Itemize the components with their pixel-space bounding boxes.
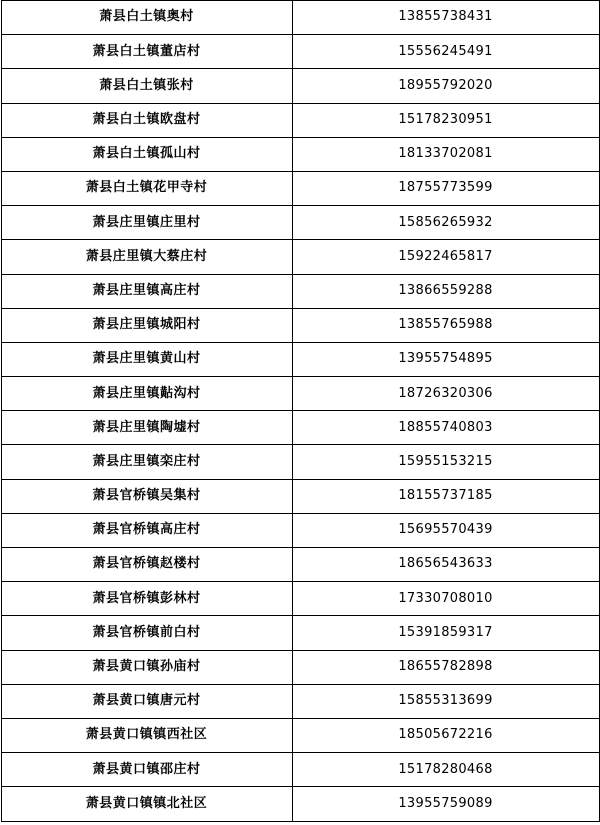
village-name-cell: 萧县官桥镇前白村 xyxy=(1,616,292,650)
table-row xyxy=(1,616,599,650)
village-name-cell: 萧县白土镇奥村 xyxy=(1,1,292,35)
phone-number-cell: 15391859317 xyxy=(292,616,599,650)
village-name-cell: 萧县黄口镇镇西社区 xyxy=(1,718,292,752)
phone-number-cell: 15922465817 xyxy=(292,240,599,274)
table-row xyxy=(1,69,599,103)
table-row xyxy=(1,753,599,787)
table-row xyxy=(1,445,599,479)
phone-number-cell: 17330708010 xyxy=(292,582,599,616)
village-name-cell: 萧县庄里镇庄里村 xyxy=(1,206,292,240)
phone-number-cell: 18726320306 xyxy=(292,377,599,411)
phone-number-cell: 15855313699 xyxy=(292,684,599,718)
table-row xyxy=(1,171,599,205)
phone-number-cell: 15856265932 xyxy=(292,206,599,240)
table-row xyxy=(1,308,599,342)
village-name-cell: 萧县黄口镇唐元村 xyxy=(1,684,292,718)
village-name-cell: 萧县官桥镇高庄村 xyxy=(1,513,292,547)
phone-number-cell: 18133702081 xyxy=(292,137,599,171)
village-name-cell: 萧县白土镇欧盘村 xyxy=(1,103,292,137)
village-name-cell: 萧县黄口镇孙庙村 xyxy=(1,650,292,684)
village-name-cell: 萧县庄里镇黄山村 xyxy=(1,342,292,376)
phone-number-cell: 18505672216 xyxy=(292,718,599,752)
village-name-cell: 萧县官桥镇彭林村 xyxy=(1,582,292,616)
phone-number-cell: 18656543633 xyxy=(292,548,599,582)
phone-number-cell: 18855740803 xyxy=(292,411,599,445)
village-name-cell: 萧县庄里镇城阳村 xyxy=(1,308,292,342)
phone-number-cell: 13866559288 xyxy=(292,274,599,308)
phone-number-cell: 15955153215 xyxy=(292,445,599,479)
table-row xyxy=(1,1,599,35)
table-row xyxy=(1,582,599,616)
phone-number-cell: 13855765988 xyxy=(292,308,599,342)
table-row xyxy=(1,206,599,240)
table-row xyxy=(1,240,599,274)
table-row xyxy=(1,479,599,513)
phone-number-cell: 18955792020 xyxy=(292,69,599,103)
village-name-cell: 萧县庄里镇栾庄村 xyxy=(1,445,292,479)
village-name-cell: 萧县官桥镇吴集村 xyxy=(1,479,292,513)
phone-number-cell: 15556245491 xyxy=(292,35,599,69)
table-row xyxy=(1,718,599,752)
village-name-cell: 萧县黄口镇镇北社区 xyxy=(1,787,292,821)
village-name-cell: 萧县白土镇董店村 xyxy=(1,35,292,69)
table-body xyxy=(1,1,599,822)
table-row xyxy=(1,650,599,684)
village-name-cell: 萧县庄里镇大蔡庄村 xyxy=(1,240,292,274)
phone-number-cell: 15695570439 xyxy=(292,513,599,547)
table-row xyxy=(1,342,599,376)
phone-number-cell: 18155737185 xyxy=(292,479,599,513)
table-row xyxy=(1,137,599,171)
village-name-cell: 萧县庄里镇黇沟村 xyxy=(1,377,292,411)
table-row xyxy=(1,103,599,137)
table-row xyxy=(1,274,599,308)
table-row xyxy=(1,787,599,821)
village-name-cell: 萧县白土镇孤山村 xyxy=(1,137,292,171)
village-name-cell: 萧县官桥镇赵楼村 xyxy=(1,548,292,582)
village-contact-table xyxy=(1,0,600,822)
table-row xyxy=(1,411,599,445)
phone-number-cell: 15178280468 xyxy=(292,753,599,787)
table-row xyxy=(1,684,599,718)
village-name-cell: 萧县庄里镇高庄村 xyxy=(1,274,292,308)
phone-number-cell: 18755773599 xyxy=(292,171,599,205)
phone-number-cell: 13855738431 xyxy=(292,1,599,35)
phone-number-cell: 15178230951 xyxy=(292,103,599,137)
phone-number-cell: 18655782898 xyxy=(292,650,599,684)
table-row xyxy=(1,513,599,547)
phone-number-cell: 13955759089 xyxy=(292,787,599,821)
table-row xyxy=(1,35,599,69)
table-row xyxy=(1,548,599,582)
village-name-cell: 萧县庄里镇陶墟村 xyxy=(1,411,292,445)
village-name-cell: 萧县白土镇花甲寺村 xyxy=(1,171,292,205)
village-name-cell: 萧县白土镇张村 xyxy=(1,69,292,103)
village-name-cell: 萧县黄口镇邵庄村 xyxy=(1,753,292,787)
phone-number-cell: 13955754895 xyxy=(292,342,599,376)
table-row xyxy=(1,377,599,411)
